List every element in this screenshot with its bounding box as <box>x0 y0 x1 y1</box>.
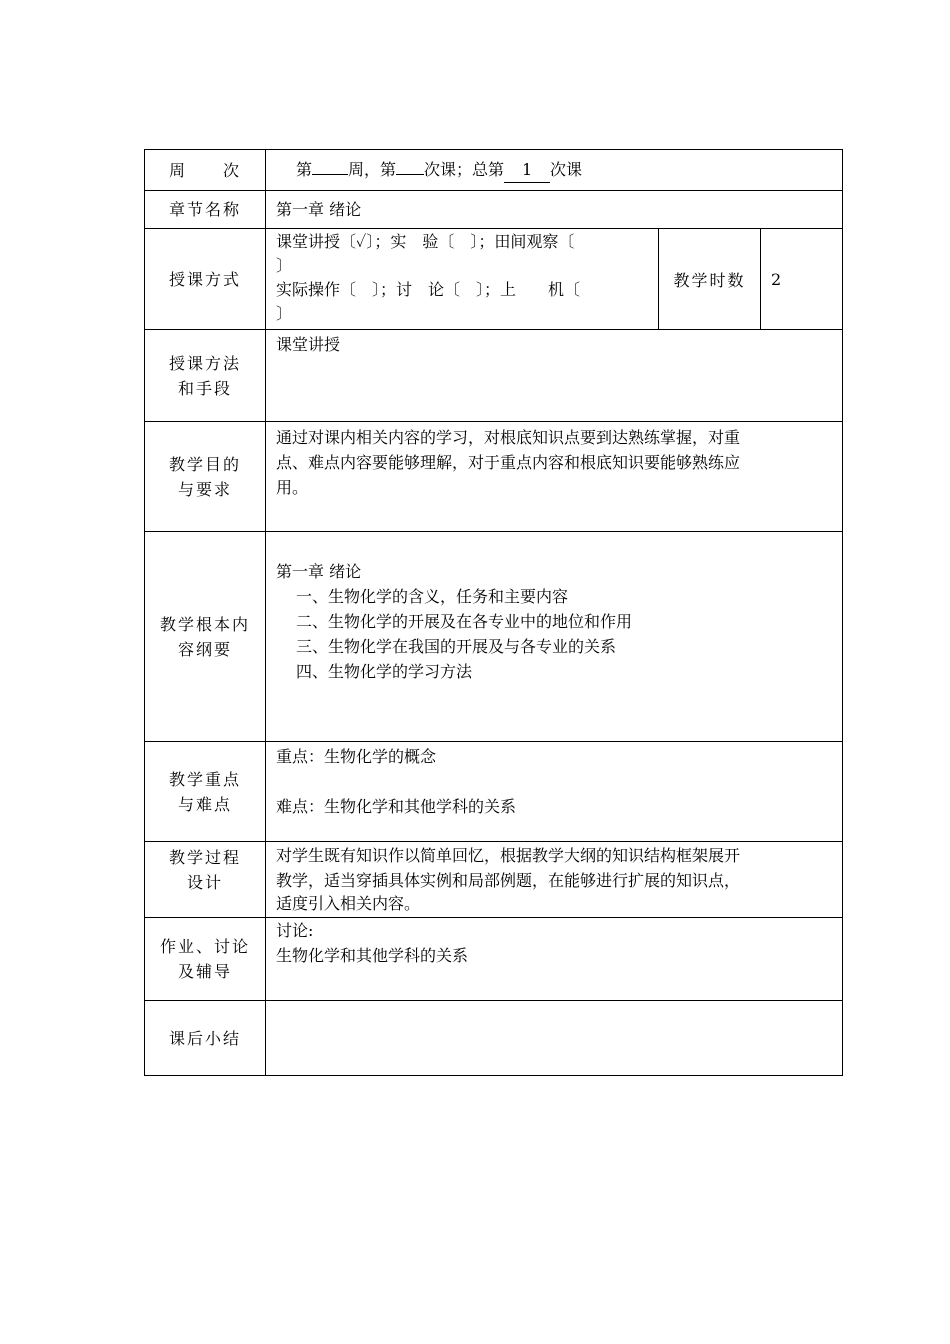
week-row <box>145 150 843 191</box>
content-item: 一、生物化学的含义，任务和主要内容 <box>296 587 569 606</box>
week-number <box>312 174 348 175</box>
difficult-point: 难点：生物化学和其他学科的关系 <box>276 797 517 816</box>
homework-value-cell <box>266 918 843 1001</box>
method-value-cell <box>266 330 843 422</box>
goal-line: 通过对课内相关内容的学习，对根底知识点要到达熟练掌握，对重 <box>276 428 741 447</box>
process-value-cell <box>266 842 843 918</box>
content-title: 第一章 绪论 <box>276 562 362 581</box>
content-item: 三、生物化学在我国的开展及与各专业的关系 <box>296 637 617 656</box>
week-text-4: 次课 <box>550 160 583 179</box>
content-value-cell <box>266 532 843 742</box>
mode-row <box>145 229 843 330</box>
goal-value-cell <box>266 422 843 532</box>
process-row <box>145 842 843 918</box>
content-label: 教学根本内 容纲要 <box>145 532 266 742</box>
summary-value-cell <box>266 1001 843 1076</box>
goal-line: 点、难点内容要能够理解，对于重点内容和根底知识要能够熟练应 <box>276 453 741 472</box>
goal-label: 教学目的 与要求 <box>145 422 266 532</box>
mode-options <box>266 229 659 329</box>
homework-row <box>145 918 843 1001</box>
lesson-number <box>396 174 424 175</box>
process-line: 对学生既有知识作以简单回忆，根据教学大纲的知识结构框架展开 <box>276 846 741 865</box>
mode-options-line2: 实际操作〔 〕；讨 论〔 〕；上 机〔 <box>276 280 581 299</box>
chapter-row <box>145 191 843 229</box>
content-item: 四、生物化学的学习方法 <box>296 662 473 681</box>
method-row <box>145 330 843 422</box>
week-label: 周 次 <box>145 150 266 191</box>
goal-row <box>145 422 843 532</box>
process-label: 教学过程 设计 <box>145 842 266 918</box>
homework-label: 作业、讨论 及辅导 <box>145 918 266 1001</box>
week-text-2: 周，第 <box>348 160 397 179</box>
mode-label: 授课方式 <box>145 229 266 330</box>
method-value: 课堂讲授 <box>276 335 341 354</box>
method-label: 授课方法 和手段 <box>145 330 266 422</box>
mode-options-line1-close: 〕 <box>276 256 293 275</box>
process-line: 适度引入相关内容。 <box>276 894 421 913</box>
summary-row <box>145 1001 843 1076</box>
key-point: 重点：生物化学的概念 <box>276 747 437 766</box>
total-lesson-number: 1 <box>504 157 550 183</box>
content-item: 二、生物化学的开展及在各专业中的地位和作用 <box>296 612 633 631</box>
goal-line: 用。 <box>276 478 309 497</box>
hours-label: 教学时数 <box>659 229 761 329</box>
week-text-1: 第 <box>296 160 313 179</box>
chapter-label: 章节名称 <box>145 191 266 229</box>
keypoints-label: 教学重点 与难点 <box>145 742 266 842</box>
content-row <box>145 532 843 742</box>
homework-line: 讨论: <box>276 921 314 940</box>
week-value-cell <box>266 150 843 191</box>
week-text-3: 次课；总第 <box>424 160 505 179</box>
hours-value: 2 <box>771 269 782 289</box>
chapter-value-cell <box>266 191 843 229</box>
chapter-value: 第一章 绪论 <box>276 200 362 219</box>
mode-value-cell <box>266 229 843 330</box>
summary-label: 课后小结 <box>145 1001 266 1076</box>
mode-options-line1: 课堂讲授〔✓〕；实 验〔 〕；田间观察〔 <box>276 232 575 251</box>
mode-options-line2-close: 〕 <box>276 304 293 323</box>
lesson-plan-table <box>144 149 843 1076</box>
summary-value <box>266 1001 842 1005</box>
process-line: 教学，适当穿插具体实例和局部例题，在能够进行扩展的知识点， <box>276 871 741 890</box>
keypoints-value-cell <box>266 742 843 842</box>
keypoints-row <box>145 742 843 842</box>
homework-line: 生物化学和其他学科的关系 <box>276 946 469 965</box>
